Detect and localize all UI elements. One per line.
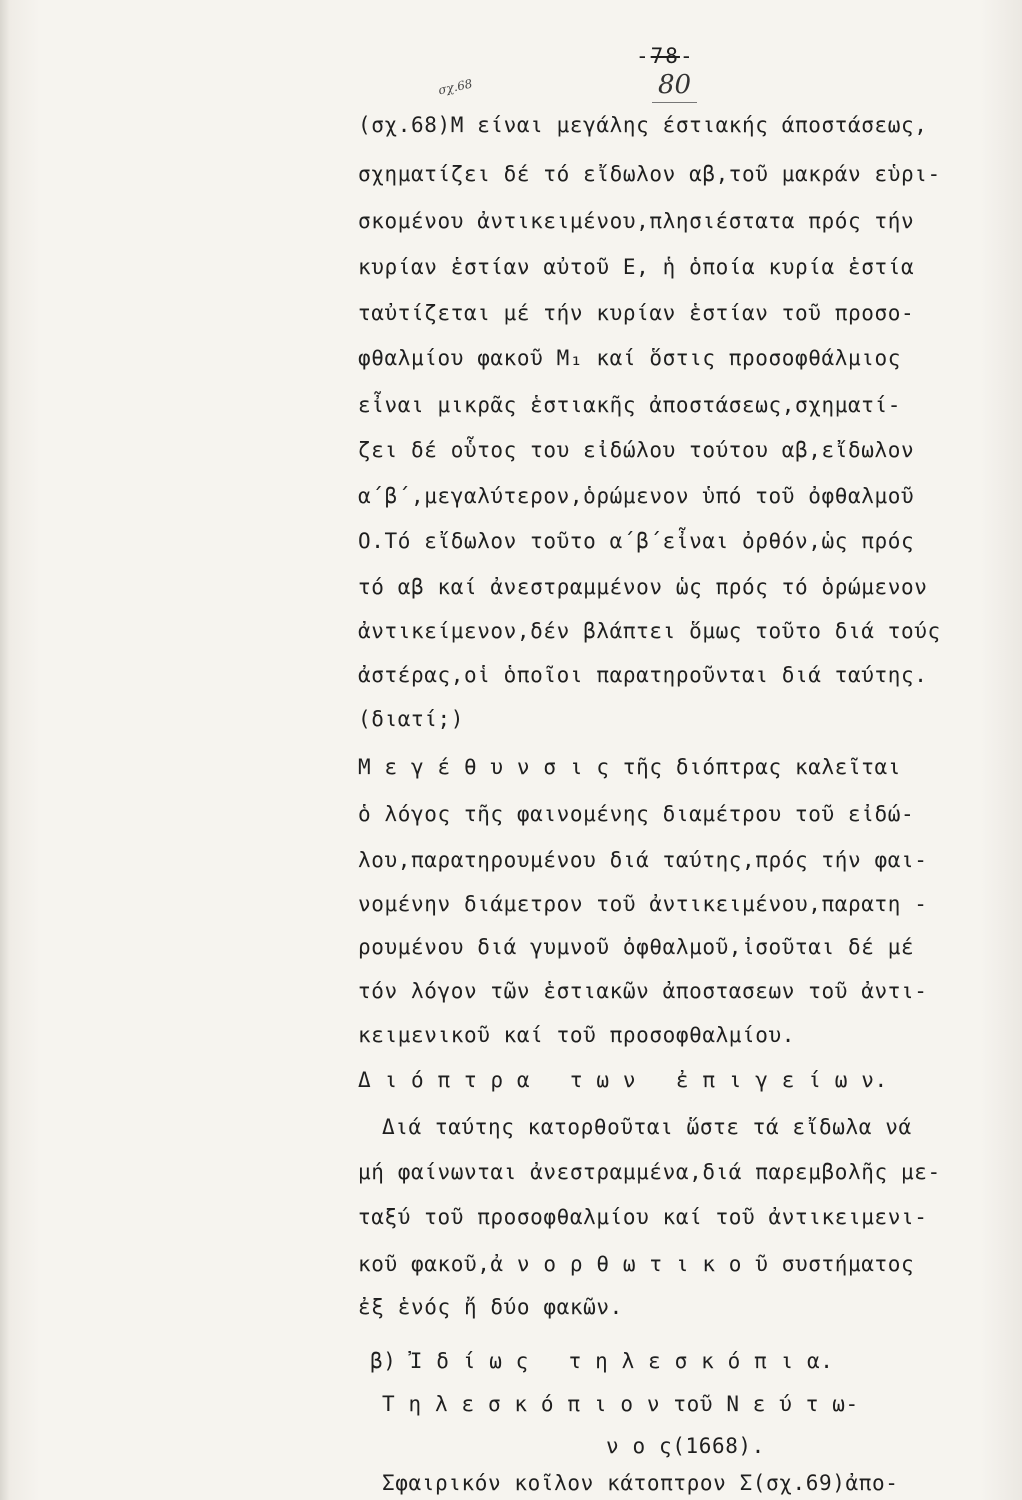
- page-number: [636, 44, 695, 68]
- text-line: α΄β΄,μεγαλύτερον,ὁρώμενον ὑπό τοῦ ὀφθαλμοῦ: [358, 484, 915, 508]
- section-heading: Δ ι ό π τ ρ α τ ω ν ἐ π ι γ ε ί ω ν.: [358, 1068, 888, 1092]
- text-line: ἀστέρας,οἱ ὁποῖοι παρατηροῦνται διά ταύτης.: [358, 663, 928, 687]
- text-line: Σφαιρικόν κοῖλον κάτοπτρον Σ(σχ.69)ἀπο-: [382, 1471, 899, 1495]
- text-line: Διά ταύτης κατορθοῦται ὥστε τά εἴδωλα νά: [382, 1115, 912, 1139]
- old-page-number: 78: [650, 44, 680, 68]
- text-line: σχηματίζει δέ τό εἴδωλον αβ,τοῦ μακράν εὑρι-: [358, 162, 941, 186]
- text-line: ζει δέ οὗτος του εἰδώλου τούτου αβ,εἴδωλον: [358, 438, 915, 462]
- text-line: κειμενικοῦ καί τοῦ προσοφθαλμίου.: [358, 1023, 796, 1047]
- text-line: (διατί;): [358, 707, 464, 731]
- text-line: ἐξ ἑνός ἤ δύο φακῶν.: [358, 1295, 623, 1319]
- text-line: λου,παρατηρουμένου διά ταύτης,πρός τήν φαι-: [358, 848, 928, 872]
- text-line: τόν λόγον τῶν ἑστιακῶν ἀποστασεων τοῦ ἀντι-: [358, 979, 928, 1003]
- text-line: εἶναι μικρᾶς ἑστιακῆς ἀποστάσεως,σχηματί-: [358, 393, 901, 417]
- text-line: τό αβ καί ἀνεστραμμένον ὡς πρός τό ὁρώμενον: [358, 575, 928, 599]
- text-line: φθαλμίου φακοῦ Μ₁ καί ὅστις προσοφθάλμιος: [358, 346, 901, 370]
- text-line: κοῦ φακοῦ,ἀ ν ο ρ θ ω τ ι κ ο ῦ συστήματος: [358, 1252, 915, 1276]
- text-line: μή φαίνωνται ἀνεστραμμένα,διά παρεμβολῆς με-: [358, 1160, 941, 1184]
- text-line: κυρίαν ἑστίαν αὐτοῦ Ε, ἡ ὁποία κυρία ἑστία: [358, 255, 915, 279]
- text-line: ταὐτίζεται μέ τήν κυρίαν ἑστίαν τοῦ προσο-: [358, 301, 915, 325]
- text-line: (σχ.68)Μ είναι μεγάλης έστιακής άποστάσεως,: [358, 113, 928, 137]
- section-heading: β) Ἰ δ ί ω ς τ η λ ε σ κ ό π ι α.: [370, 1349, 834, 1373]
- text-line: ρουμένου διά γυμνοῦ ὀφθαλμοῦ,ἰσοῦται δέ μέ: [358, 935, 915, 959]
- dash-left: -: [636, 44, 651, 68]
- text-line: ταξύ τοῦ προσοφθαλμίου καί τοῦ ἀντικειμενι-: [358, 1205, 928, 1229]
- text-line: Ο.Τό εἴδωλον τοῦτο α΄β΄εἶναι ὀρθόν,ὡς πρός: [358, 529, 915, 553]
- text-line: σκομένου ἀντικειμένου,πλησιέστατα πρός τήν: [358, 209, 915, 233]
- text-line: ἀντικείμενον,δέν βλάπτει ὅμως τοῦτο διά τούς: [358, 619, 941, 643]
- text-line: Μ ε γ έ θ υ ν σ ι ς τῆς διόπτρας καλεῖται: [358, 755, 901, 779]
- text-line: ὁ λόγος τῆς φαινομένης διαμέτρου τοῦ εἰδώ-: [358, 802, 915, 826]
- dash-right: -: [679, 44, 695, 68]
- section-heading: ν ο ς(1668).: [606, 1434, 765, 1458]
- text-line: νομένην διάμετρον τοῦ ἀντικειμένου,παρατη -: [358, 892, 928, 916]
- margin-annotation: σχ.68: [436, 76, 474, 98]
- handwritten-page-number: 80: [652, 70, 697, 103]
- section-heading: Τ η λ ε σ κ ό π ι ο ν τοῦ Ν ε ύ τ ω-: [382, 1392, 859, 1416]
